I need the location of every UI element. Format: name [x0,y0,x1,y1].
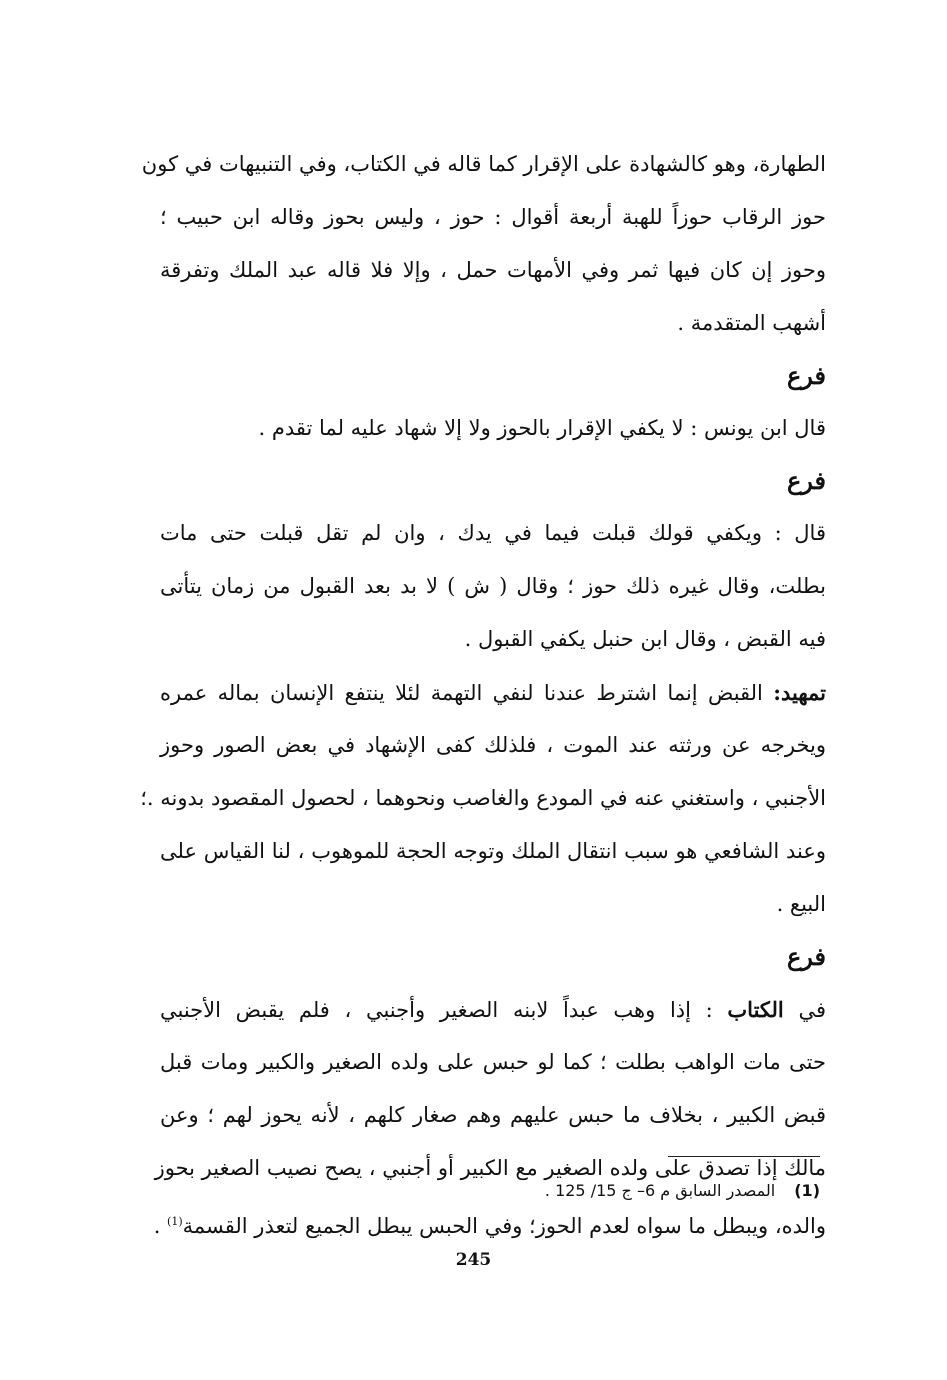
footnote [470,1181,820,1200]
section-heading: فرع [786,466,826,495]
paragraph-2 [160,402,826,455]
text-line: الطهارة، وهو كالشهادة على الإقرار كما قاله في الكتاب، وفي التنبيهات في كون [141,152,826,176]
main-text [140,138,826,1248]
footnote-ref: (1) [167,1215,183,1228]
text-line: قبض الكبير ، بخلاف ما حبس عليهم وهم صغار كلهم ، لأنه يحوز لهم ؛ وعن [160,1103,826,1127]
text-line [160,666,826,719]
text-line-content: : إذا وهب عبداً لابنه الصغير وأجنبي ، فلم يقبض الأجنبي [160,998,713,1022]
text-line: بطلت، وقال غيره ذلك حوز ؛ وقال ( ش ) لا بد بعد القبول من زمان يتأتى [160,574,826,598]
line-end: . [153,1214,168,1238]
text-line [153,1195,826,1248]
text-line-content: القبض إنما اشترط عندنا لنفي التهمة لئلا ينتفع الإنسان بماله عمره [160,681,763,705]
text-line: أشهب المتقدمة . [677,311,826,335]
footnote-text: المصدر السابق م 6– ج 15/ 125 . [544,1181,776,1200]
text-line: حتى مات الواهب بطلت ؛ كما لو حبس على ولده الصغير والكبير ومات قبل [160,1050,826,1074]
section-heading: فرع [786,942,826,971]
text-line-content: والده، ويبطل ما سواه لعدم الحوز؛ وفي الحبس يبطل الجميع لتعذر القسمة [182,1214,826,1238]
paragraph-3 [160,507,826,666]
tamhid-label: تمهيد: [773,680,826,705]
text-line: فيه القبض ، وقال ابن حنبل يكفي القبول . [464,627,826,651]
text-line [160,983,826,1036]
section-heading: فرع [786,361,826,390]
lead-prefix: في [798,998,826,1022]
text-line: البيع . [776,892,826,916]
text-line: قال ابن يونس : لا يكفي الإقرار بالحوز ولا إلا شهاد عليه لما تقدم . [258,416,826,440]
page-number: 245 [455,1250,492,1270]
text-line: وحوز إن كان فيها ثمر وفي الأمهات حمل ، وإلا فلا قاله عبد الملك وتفرقة [160,258,826,282]
footnote-number: (1) [794,1181,820,1200]
kitab-label: الكتاب [727,997,784,1022]
paragraph-1 [141,138,826,350]
footnote-divider [668,1156,820,1157]
text-line: مالك إذا تصدق على ولده الصغير مع الكبير أو أجنبي ، يصح نصيب الصغير بحوز [154,1156,826,1180]
paragraph-5 [153,983,826,1248]
text-line: ويخرجه عن ورثته عند الموت ، فلذلك كفى الإشهاد في بعض الصور وحوز [160,733,826,757]
text-line: قال : ويكفي قولك قبلت فيما في يدك ، وان لم تقل قبلت حتى مات [160,521,826,545]
text-line: حوز الرقاب حوزاً للهبة أربعة أقوال : حوز ، وليس بحوز وقاله ابن حبيب ؛ [160,205,826,229]
text-line: الأجنبي ، واستغني عنه في المودع والغاصب ونحوهما ، لحصول المقصود بدونه .؛ [140,786,826,810]
text-line: وعند الشافعي هو سبب انتقال الملك وتوجه الحجة للموهوب ، لنا القياس على [160,839,826,863]
paragraph-4 [140,666,826,931]
